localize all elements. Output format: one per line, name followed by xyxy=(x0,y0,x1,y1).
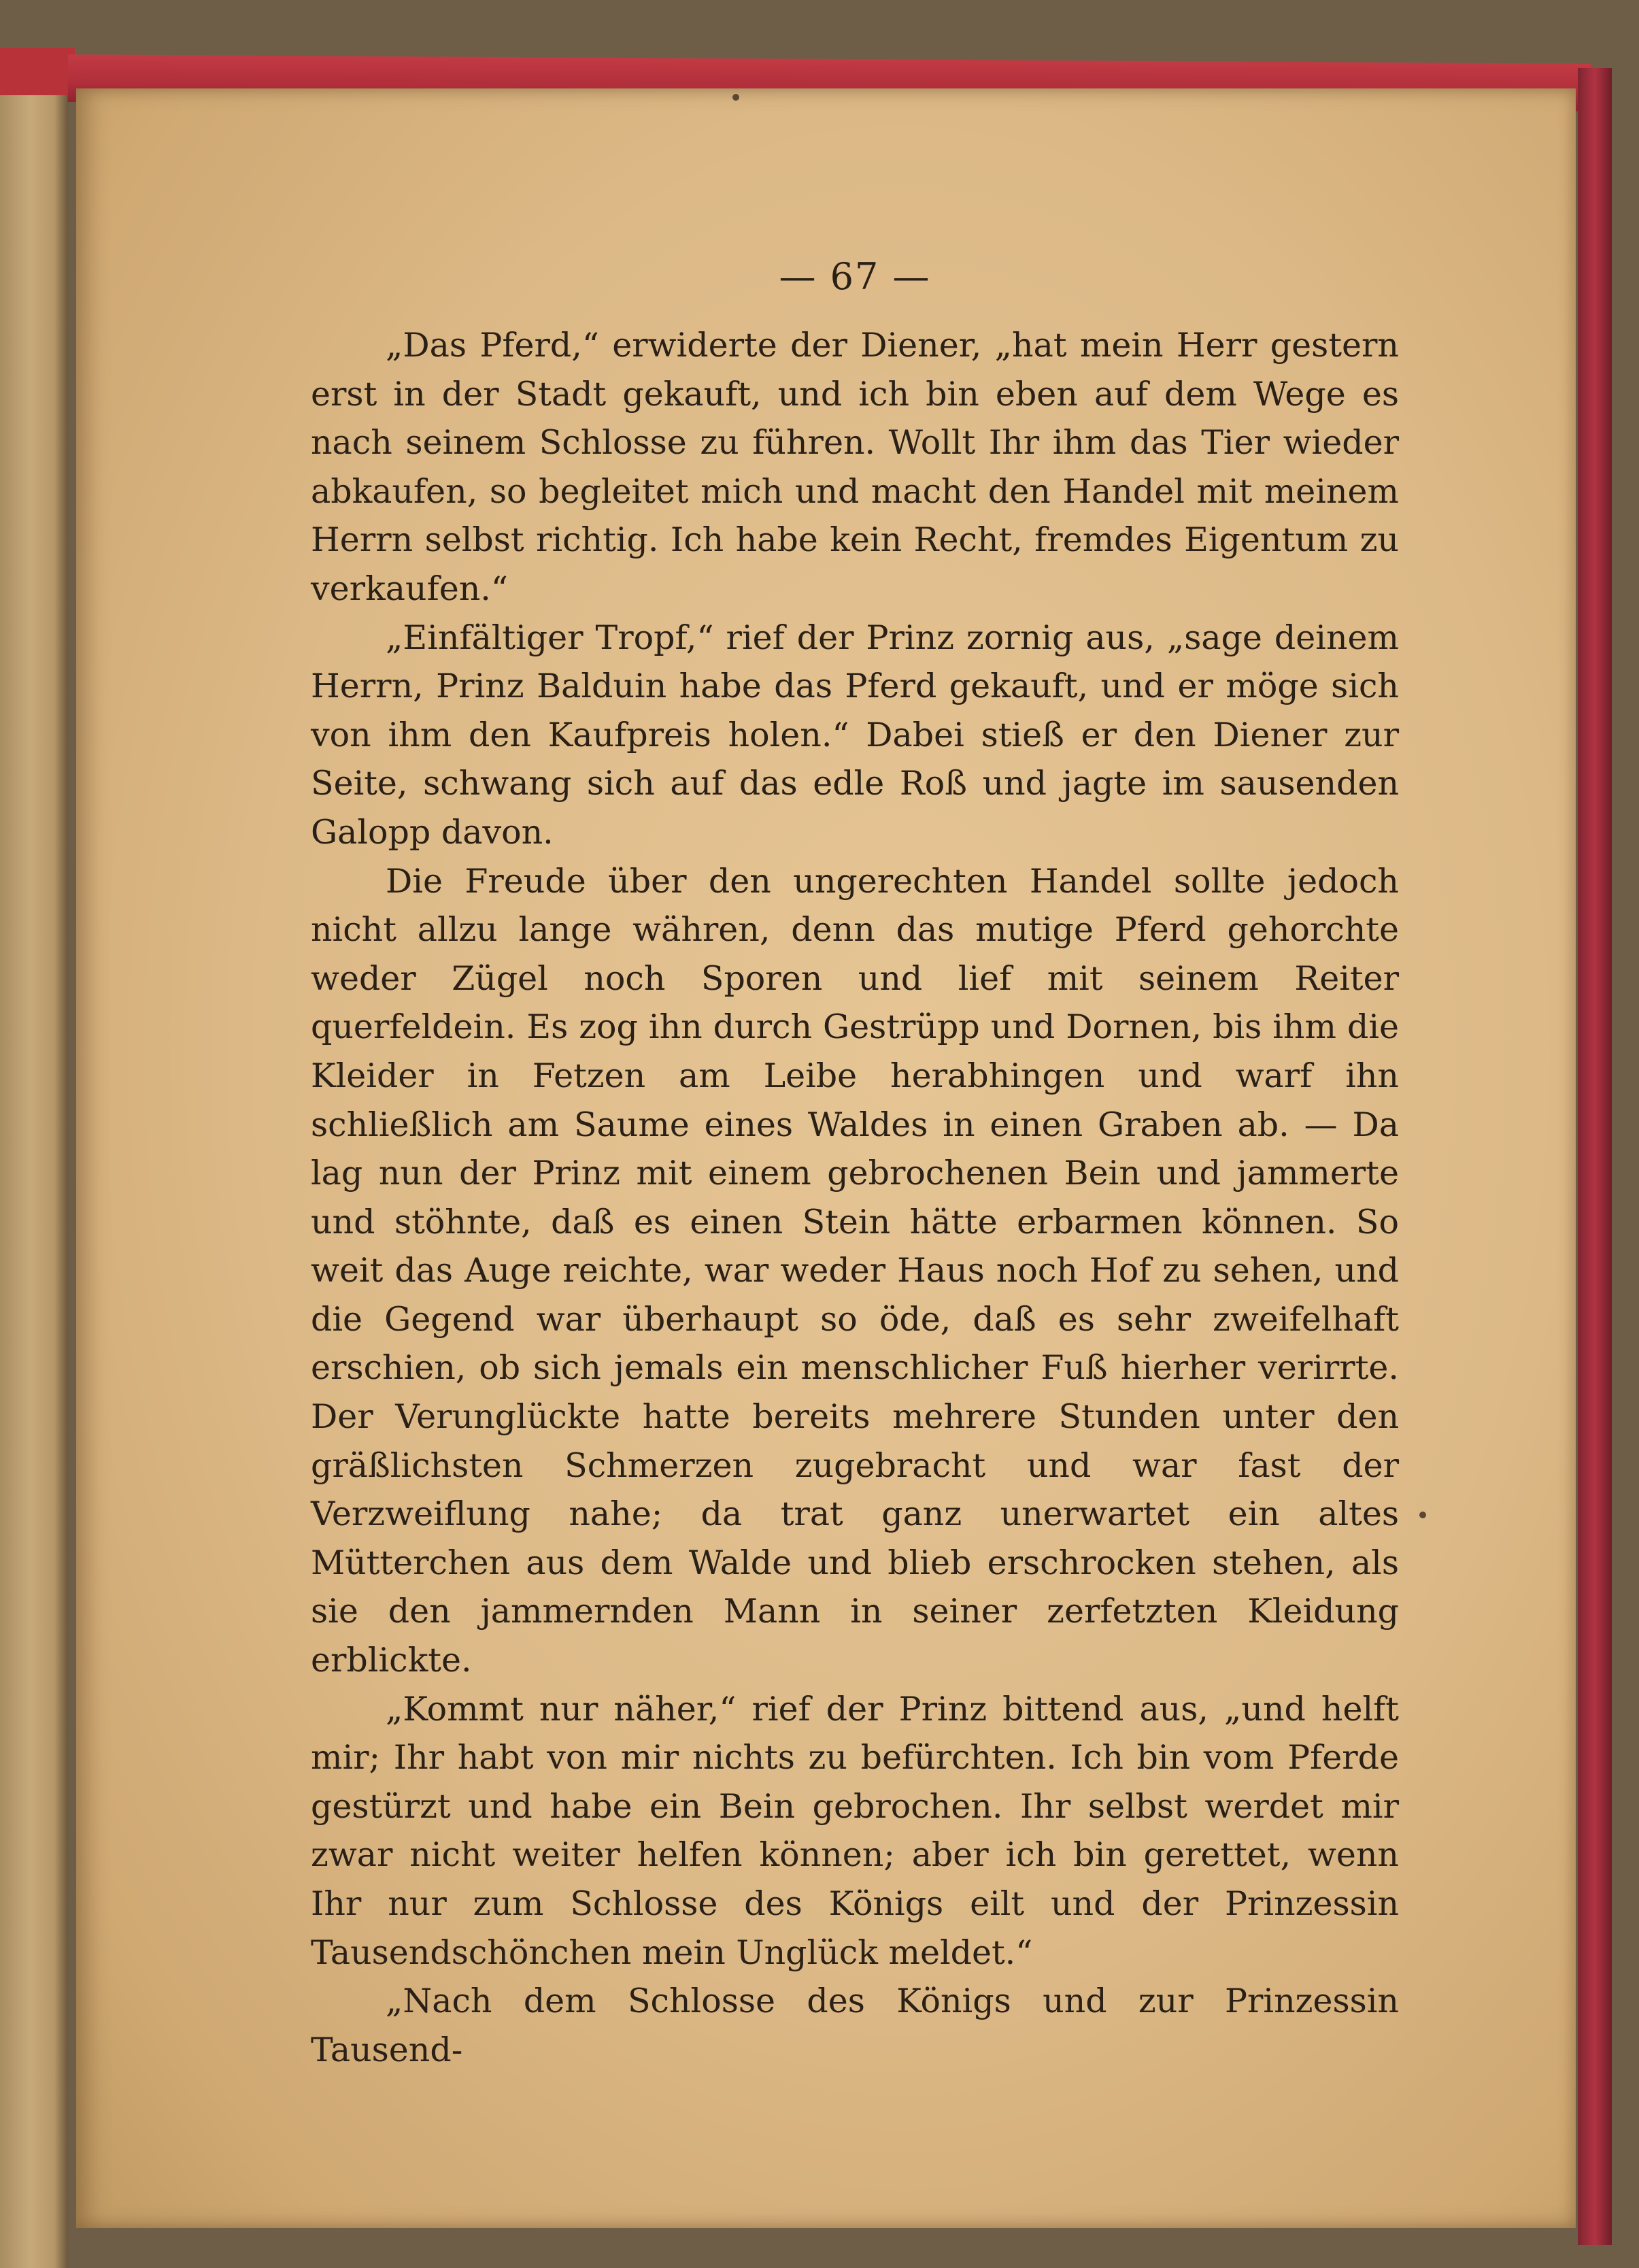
book-page xyxy=(76,88,1576,2228)
page-text-block xyxy=(311,255,1399,2074)
paragraph: „Nach dem Schlosse des Königs und zur Prinzessin Tausend- xyxy=(311,1982,1399,2069)
paragraph: „Einfältiger Tropf,“ rief der Prinz zornig aus, „sage deinem Herrn, Prinz Balduin habe das Pferd gekauft, und er möge sich von ihm den Kaufpreis holen.“ Dabei stieß er den Diener zur Seite, schwang sich auf das edle Roß und jagte im sausenden Galopp davon. xyxy=(311,618,1399,852)
paragraph: Die Freude über den ungerechten Handel sollte jedoch nicht allzu lange währen, denn das mutige Pferd gehorchte weder Zügel noch Sporen und lief mit seinem Reiter querfeldein. Es zog ihn durch Gestrüpp und Dornen, bis ihm die Kleider in Fetzen am Leibe herabhingen und warf ihn schließlich am Saume eines Waldes in einen Graben ab. — Da lag nun der Prinz mit einem gebrochenen Bein und jammerte und stöhnte, daß es einen Stein hätte erbarmen können. So weit das Auge reichte, war weder Haus noch Hof zu sehen, und die Gegend war überhaupt so öde, daß es sehr zweifelhaft erschien, ob sich jemals ein menschlicher Fuß hierher verirrte. Der Verunglückte hatte bereits mehrere Stunden unter den gräßlichsten Schmerzen zugebracht und war fast der Verzweiflung nahe; da trat ganz unerwartet ein altes Mütterchen aus dem Walde und blieb erschrocken stehen, als sie den jammernden Mann in seiner zerfetzten Kleidung erblickte. xyxy=(311,861,1399,1680)
paper-speck xyxy=(732,94,739,101)
paragraph: „Das Pferd,“ erwiderte der Diener, „hat mein Herr gestern erst in der Stadt gekauft, und ich bin eben auf dem Wege es nach seinem Schlosse zu führen. Wollt Ihr ihm das Tier wieder abkaufen, so begleitet mich und macht den Handel mit meinem Herrn selbst richtig. Ich habe kein Recht, fremdes Eigentum zu verkaufen.“ xyxy=(311,326,1399,608)
facing-page-edge xyxy=(0,54,68,2268)
paragraph: „Kommt nur näher,“ rief der Prinz bittend aus, „und helft mir; Ihr habt von mir nichts zu befürchten. Ich bin vom Pferde gestürzt und habe ein Bein gebrochen. Ihr selbst werdet mir zwar nicht weiter helfen können; aber ich bin gerettet, wenn Ihr nur zum Schlosse des Königs eilt und der Prinzessin Tausendschönchen mein Unglück meldet.“ xyxy=(311,1689,1399,1972)
left-cover-corner xyxy=(0,48,75,95)
page-number: — 67 — xyxy=(779,255,931,298)
paper-speck xyxy=(1419,1512,1426,1518)
cover-edge-right xyxy=(1578,68,1612,2245)
